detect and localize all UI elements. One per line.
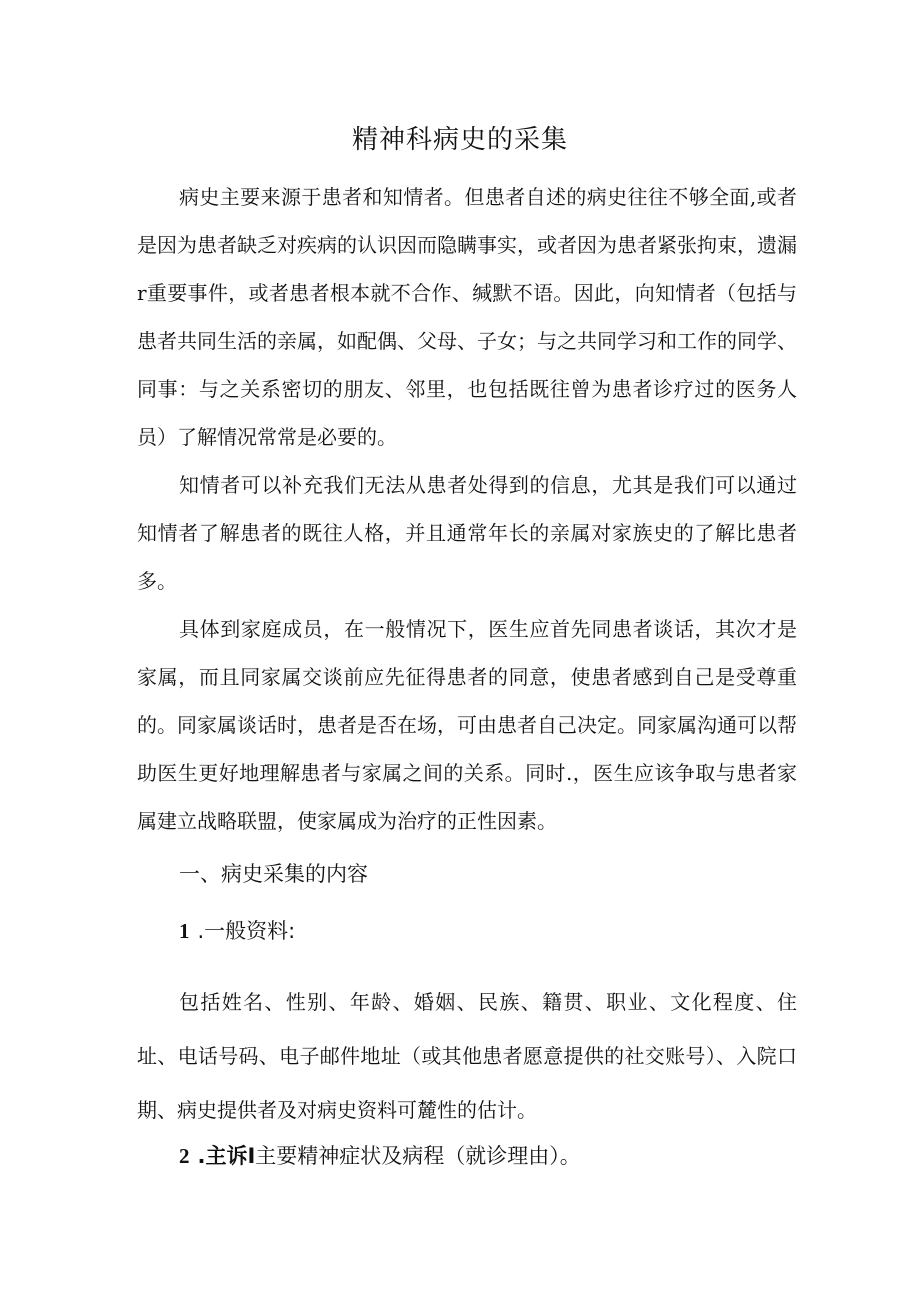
item-general-info-heading [179,916,295,946]
section-heading: 一、病史采集的内容 [179,862,368,886]
item-label: .主诉I [197,1144,256,1168]
item-label: .一般资料: [197,919,296,943]
paragraph-family-members: 具体到家庭成员，在一般情况下，医生应首先同患者谈话，其次才是家属，而且同家属交谈前应先征得患者的同意，使患者感到自己是受尊重的。同家属谈话时，患者是否在场，可由患者自己决定。同家属沟通可以帮助医生更好地理解患者与家属之间的关系。同时.，医生应该争取与患者家属建立战略联盟，使家属成为治疗的正性因素。 [137,617,797,833]
item-number: 1 [179,919,190,943]
document-title: 精神科病史的采集 [351,125,568,155]
item-number: 2 [179,1144,190,1168]
paragraph-history-sources: 病史主要来源于患者和知情者。但患者自述的病史往往不够全面,或者是因为患者缺乏对疾病的认识因而隐瞒事实，或者因为患者紧张拘束，遗漏r重要事件，或者患者根本就不合作、缄默不语。因此，向知情者（包括与患者共同生活的亲属，如配偶、父母、子女；与之共同学习和工作的同学、同事：与之关系密切的朋友、邻里，也包括既往曾为患者诊疗过的医务人员）了解情况常常是必要的。 [137,185,797,449]
item-description: 主要精神症状及病程（就诊理由）。 [255,1144,581,1168]
item-chief-complaint-heading [179,1141,581,1171]
paragraph-general-info: 包括姓名、性别、年龄、婚姻、民族、籍贯、职业、文化程度、住址、电话号码、电子邮件地址（或其他患者愿意提供的社交账号）、入院口期、病史提供者及对病史资料可麓性的估计。 [137,990,797,1122]
paragraph-informant-value: 知情者可以补充我们无法从患者处得到的信息，尤其是我们可以通过知情者了解患者的既往人格，并且通常年长的亲属对家族史的了解比患者多。 [137,473,797,593]
